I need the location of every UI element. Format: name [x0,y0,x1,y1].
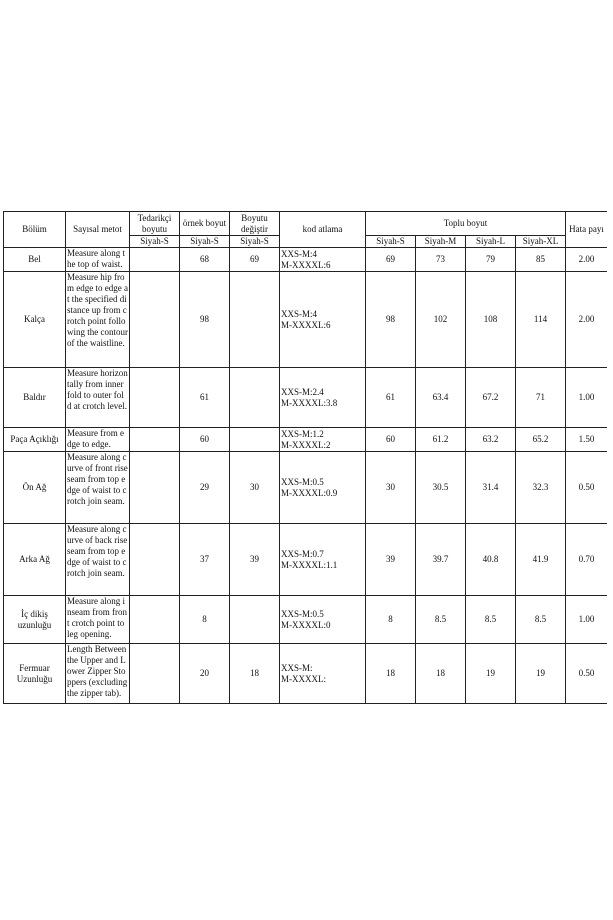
method-cell: Measure along curve of front rise seam from top edge of waist to crotch join seam. [66,452,130,524]
size-m-cell: 18 [416,644,466,704]
tolerance-cell: 1.00 [566,596,608,644]
supplier-cell [130,272,180,368]
size-l-cell: 19 [466,644,516,704]
size-l-cell: 40.8 [466,524,516,596]
size-l-cell: 63.2 [466,428,516,452]
header-bulk: Toplu boyut [366,212,566,236]
sample-cell: 29 [180,452,230,524]
size-xl-cell: 71 [516,368,566,428]
size-xl-cell: 85 [516,248,566,272]
subheader-supplier: Siyah-S [130,236,180,248]
size-m-cell: 30.5 [416,452,466,524]
change-cell: 30 [230,452,280,524]
size-chart-sheet [3,211,607,708]
code-line-1: XXS-M:0.5 [281,608,324,619]
size-xl-cell: 32.3 [516,452,566,524]
subheader-size-s: Siyah-S [366,236,416,248]
part-cell: Fermuar Uzunluğu [4,644,66,704]
change-cell [230,272,280,368]
table-row [4,452,608,524]
code-cell [280,428,366,452]
tolerance-cell: 1.00 [566,368,608,428]
supplier-cell [130,596,180,644]
size-m-cell: 39.7 [416,524,466,596]
sample-cell: 20 [180,644,230,704]
supplier-cell [130,644,180,704]
header-method: Sayısal metot [66,212,130,248]
size-l-cell: 8.5 [466,596,516,644]
header-sample: örnek boyut [180,212,230,236]
part-cell: İç dikiş uzunluğu [4,596,66,644]
part-cell: Paça Açıklığı [4,428,66,452]
size-l-cell: 67.2 [466,368,516,428]
part-cell: Ön Ağ [4,452,66,524]
tolerance-cell: 2.00 [566,248,608,272]
size-xl-cell: 65.2 [516,428,566,452]
code-line-1: XXS-M:1.2 [281,428,324,439]
size-xl-cell: 8.5 [516,596,566,644]
size-xl-cell: 19 [516,644,566,704]
method-cell: Measure from edge to edge. [66,428,130,452]
code-line-2: M-XXXXL:3.8 [281,397,338,408]
change-cell: 18 [230,644,280,704]
table-row [4,272,608,368]
code-line-1: XXS-M:0.5 [281,476,324,487]
supplier-cell [130,524,180,596]
sample-cell: 68 [180,248,230,272]
change-cell: 39 [230,524,280,596]
subheader-size-m: Siyah-M [416,236,466,248]
code-line-2: M-XXXXL: [281,673,326,684]
size-s-cell: 8 [366,596,416,644]
tolerance-cell: 2.00 [566,272,608,368]
size-s-cell: 39 [366,524,416,596]
size-l-cell: 108 [466,272,516,368]
supplier-cell [130,368,180,428]
change-cell [230,428,280,452]
method-cell: Measure horizontally from inner fold to outer fold at crotch level. [66,368,130,428]
tolerance-cell: 0.50 [566,644,608,704]
method-cell: Measure along inseam from front crotch point to leg opening. [66,596,130,644]
code-line-2: M-XXXXL:1.1 [281,559,338,570]
method-cell: Measure along curve of back rise seam from top edge of waist to crotch join seam. [66,524,130,596]
table-row [4,248,608,272]
size-s-cell: 69 [366,248,416,272]
header-row [4,212,608,236]
size-m-cell: 73 [416,248,466,272]
change-cell [230,368,280,428]
tolerance-cell: 0.70 [566,524,608,596]
code-cell [280,452,366,524]
size-xl-cell: 41.9 [516,524,566,596]
code-cell [280,368,366,428]
change-cell: 69 [230,248,280,272]
size-s-cell: 61 [366,368,416,428]
size-m-cell: 8.5 [416,596,466,644]
size-chart-body [4,212,608,704]
part-cell: Baldır [4,368,66,428]
size-l-cell: 79 [466,248,516,272]
size-chart-table [3,211,607,704]
code-cell [280,644,366,704]
code-line-1: XXS-M:4 [281,248,318,259]
method-cell: Measure along the top of waist. [66,248,130,272]
sample-cell: 60 [180,428,230,452]
size-m-cell: 61.2 [416,428,466,452]
code-line-1: XXS-M:0.7 [281,548,324,559]
table-row [4,368,608,428]
code-cell [280,272,366,368]
part-cell: Kalça [4,272,66,368]
supplier-cell [130,248,180,272]
table-row [4,428,608,452]
header-supplier: Tedarikçi boyutu [130,212,180,236]
code-line-2: M-XXXXL:6 [281,319,331,330]
code-cell [280,524,366,596]
supplier-cell [130,428,180,452]
size-m-cell: 102 [416,272,466,368]
code-cell [280,248,366,272]
code-line-1: XXS-M:2.4 [281,386,324,397]
subheader-change: Siyah-S [230,236,280,248]
tolerance-cell: 1.50 [566,428,608,452]
table-row [4,596,608,644]
subheader-size-xl: Siyah-XL [516,236,566,248]
size-m-cell: 63.4 [416,368,466,428]
header-tolerance: Hata payı [566,212,608,248]
table-row [4,644,608,704]
size-s-cell: 60 [366,428,416,452]
sample-cell: 8 [180,596,230,644]
code-line-1: XXS-M:4 [281,308,318,319]
supplier-cell [130,452,180,524]
method-cell: Measure hip from edge to edge at the specified distance up from crotch point following the contour of the waistline. [66,272,130,368]
size-xl-cell: 114 [516,272,566,368]
size-l-cell: 31.4 [466,452,516,524]
size-s-cell: 18 [366,644,416,704]
sample-cell: 61 [180,368,230,428]
code-line-2: M-XXXXL:0.9 [281,487,338,498]
code-cell [280,596,366,644]
sample-cell: 98 [180,272,230,368]
method-cell: Length Between the Upper and Lower Zipper Stoppers (excluding the zipper tab). [66,644,130,704]
table-row [4,524,608,596]
subheader-sample: Siyah-S [180,236,230,248]
header-change: Boyutu değiştir [230,212,280,236]
change-cell [230,596,280,644]
size-s-cell: 98 [366,272,416,368]
sample-cell: 37 [180,524,230,596]
size-s-cell: 30 [366,452,416,524]
tolerance-cell: 0.50 [566,452,608,524]
header-part: Bölüm [4,212,66,248]
part-cell: Bel [4,248,66,272]
header-code: kod atlama [280,212,366,248]
subheader-size-l: Siyah-L [466,236,516,248]
code-line-2: M-XXXXL:6 [281,259,331,270]
code-line-2: M-XXXXL:0 [281,619,331,630]
code-line-2: M-XXXXL:2 [281,439,331,450]
part-cell: Arka Ağ [4,524,66,596]
code-line-1: XXS-M: [281,662,313,673]
